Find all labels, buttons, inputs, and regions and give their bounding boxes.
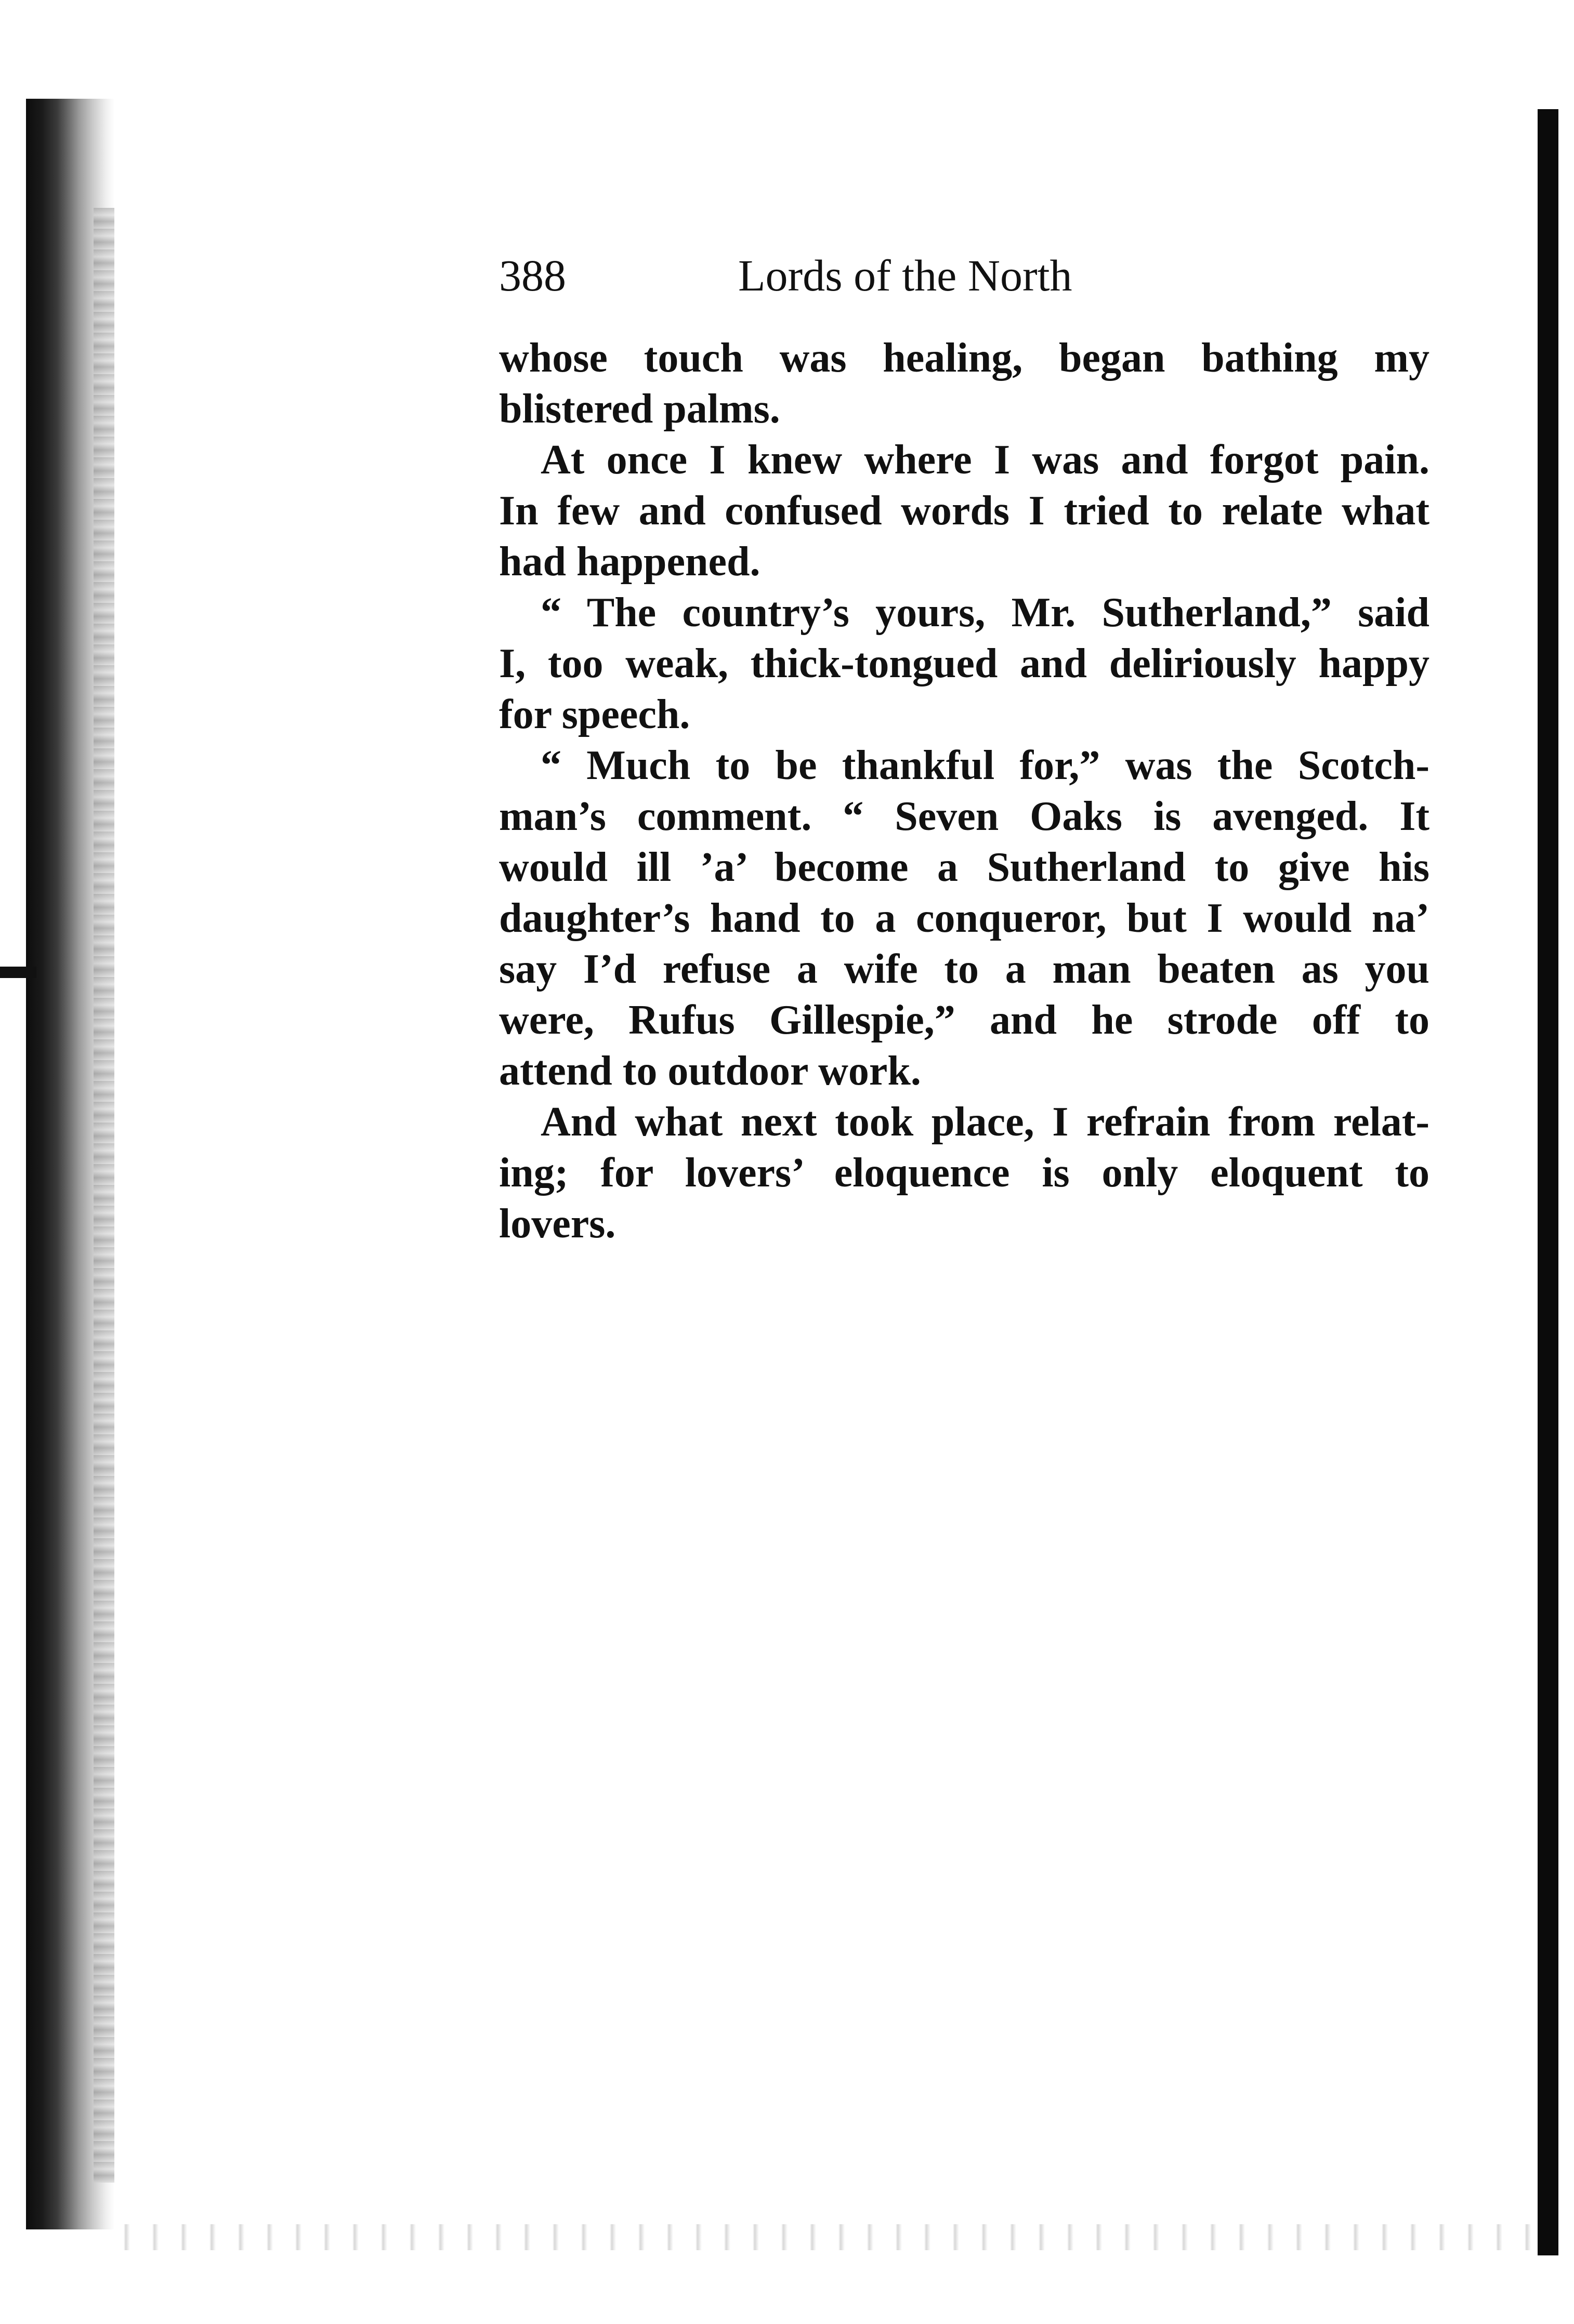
text-line: I, too weak, thick-tongued and deliriously happy xyxy=(499,641,1429,686)
paragraph xyxy=(499,434,1429,587)
text-line: And what next took place, I refrain from relat- xyxy=(541,1099,1429,1145)
page-edge-bottom xyxy=(114,2224,1539,2250)
paragraph xyxy=(499,587,1429,740)
text-line: “ The country’s yours, Mr. Sutherland,” said xyxy=(541,590,1429,636)
text-line: “ Much to be thankful for,” was the Scotch- xyxy=(541,743,1429,788)
text-line: were, Rufus Gillespie,” and he strode off to xyxy=(499,997,1429,1043)
text-line: whose touch was healing, began bathing my xyxy=(499,335,1429,381)
text-line: man’s comment. “ Seven Oaks is avenged. It xyxy=(499,794,1429,839)
body-text xyxy=(499,333,1429,1249)
text-line: for speech. xyxy=(499,692,690,737)
page-header xyxy=(499,249,1435,317)
text-line: blistered palms. xyxy=(499,386,780,432)
text-line: daughter’s hand to a conqueror, but I would na’ xyxy=(499,895,1429,941)
paragraph xyxy=(499,1097,1429,1249)
text-line: In few and confused words I tried to relate what xyxy=(499,488,1429,534)
text-line: had happened. xyxy=(499,539,760,585)
paragraph xyxy=(499,740,1429,1097)
binding-streak xyxy=(94,208,114,2183)
text-line: attend to outdoor work. xyxy=(499,1048,921,1094)
text-line: would ill ’a’ become a Sutherland to give his xyxy=(499,844,1429,890)
text-line: lovers. xyxy=(499,1201,616,1247)
text-line: say I’d refuse a wife to a man beaten as you xyxy=(499,946,1429,992)
page-number: 388 xyxy=(499,250,566,300)
paragraph xyxy=(499,333,1429,434)
text-line: ing; for lovers’ eloquence is only eloquent to xyxy=(499,1150,1429,1196)
page-edge-right xyxy=(1538,109,1558,2255)
binding-mark xyxy=(0,967,36,978)
text-line: At once I knew where I was and forgot pain. xyxy=(541,437,1429,483)
running-title: Lords of the North xyxy=(738,250,1072,300)
